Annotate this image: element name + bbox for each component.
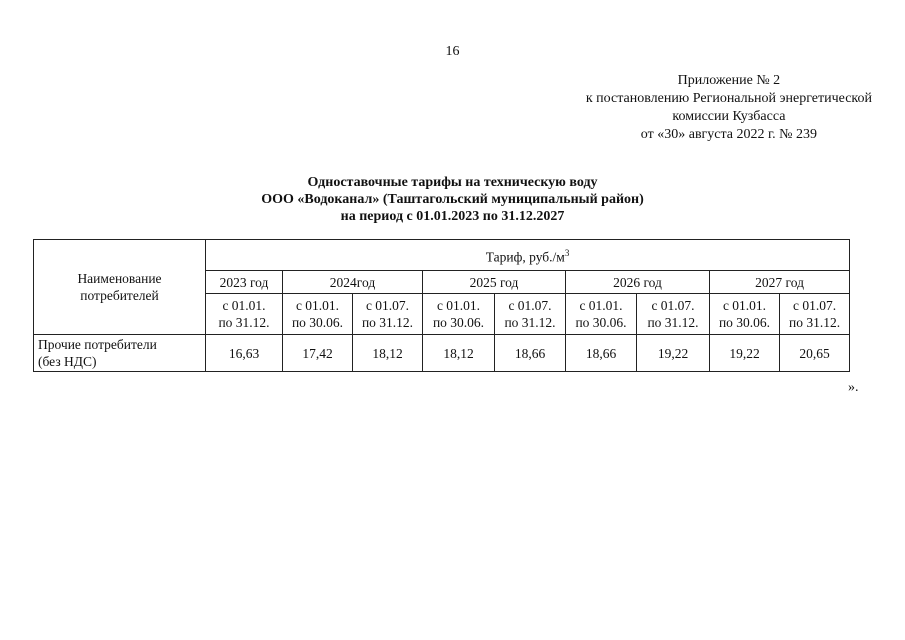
consumer-name: Прочие потребители (без НДС) bbox=[34, 335, 206, 372]
tariff-value: 17,42 bbox=[283, 335, 353, 372]
page-number: 16 bbox=[445, 44, 460, 59]
tariff-header-text: Тариф, руб./м bbox=[485, 249, 565, 265]
appendix-line: от «30» августа 2022 г. № 239 bbox=[640, 127, 818, 142]
closing-quote-mark: ». bbox=[848, 380, 859, 395]
appendix-line: комиссии Кузбасса bbox=[672, 109, 786, 124]
tariff-header bbox=[206, 240, 850, 271]
period-header: с 01.07. по 31.12. bbox=[353, 294, 423, 335]
tariff-value: 20,65 bbox=[780, 335, 850, 372]
tariff-header-sup: 3 bbox=[564, 247, 570, 258]
appendix-line: к постановлению Региональной энергетической bbox=[585, 91, 872, 106]
title-line: ООО «Водоканал» (Таштагольский муниципальный район) bbox=[261, 192, 644, 207]
year-header: 2024год bbox=[283, 271, 423, 294]
period-header: с 01.07. по 31.12. bbox=[780, 294, 850, 335]
title-line: на период с 01.01.2023 по 31.12.2027 bbox=[340, 209, 565, 224]
period-header: с 01.01. по 30.06. bbox=[283, 294, 353, 335]
period-header: с 01.07. по 31.12. bbox=[637, 294, 710, 335]
tariff-value: 18,66 bbox=[495, 335, 566, 372]
tariff-value: 18,12 bbox=[353, 335, 423, 372]
table-row bbox=[34, 335, 850, 372]
year-header: 2023 год bbox=[206, 271, 283, 294]
title-line: Одноставочные тарифы на техническую воду bbox=[307, 175, 598, 190]
tariff-value: 16,63 bbox=[206, 335, 283, 372]
tariff-value: 18,66 bbox=[566, 335, 637, 372]
tariff-table bbox=[33, 239, 850, 372]
year-header: 2025 год bbox=[423, 271, 566, 294]
appendix-line: Приложение № 2 bbox=[677, 73, 781, 88]
tariff-value: 19,22 bbox=[637, 335, 710, 372]
consumer-header-line: Наименование bbox=[77, 271, 162, 286]
appendix-block bbox=[586, 72, 872, 144]
period-header: с 01.07. по 31.12. bbox=[495, 294, 566, 335]
tariff-value: 19,22 bbox=[710, 335, 780, 372]
consumer-header-line: потребителей bbox=[80, 288, 159, 303]
consumer-header bbox=[34, 240, 206, 335]
year-header: 2027 год bbox=[710, 271, 850, 294]
year-header: 2026 год bbox=[566, 271, 710, 294]
period-header: с 01.01. по 30.06. bbox=[423, 294, 495, 335]
document-title bbox=[0, 174, 905, 225]
period-header: с 01.01. по 30.06. bbox=[566, 294, 637, 335]
period-header: с 01.01. по 31.12. bbox=[206, 294, 283, 335]
period-header: с 01.01. по 30.06. bbox=[710, 294, 780, 335]
tariff-value: 18,12 bbox=[423, 335, 495, 372]
